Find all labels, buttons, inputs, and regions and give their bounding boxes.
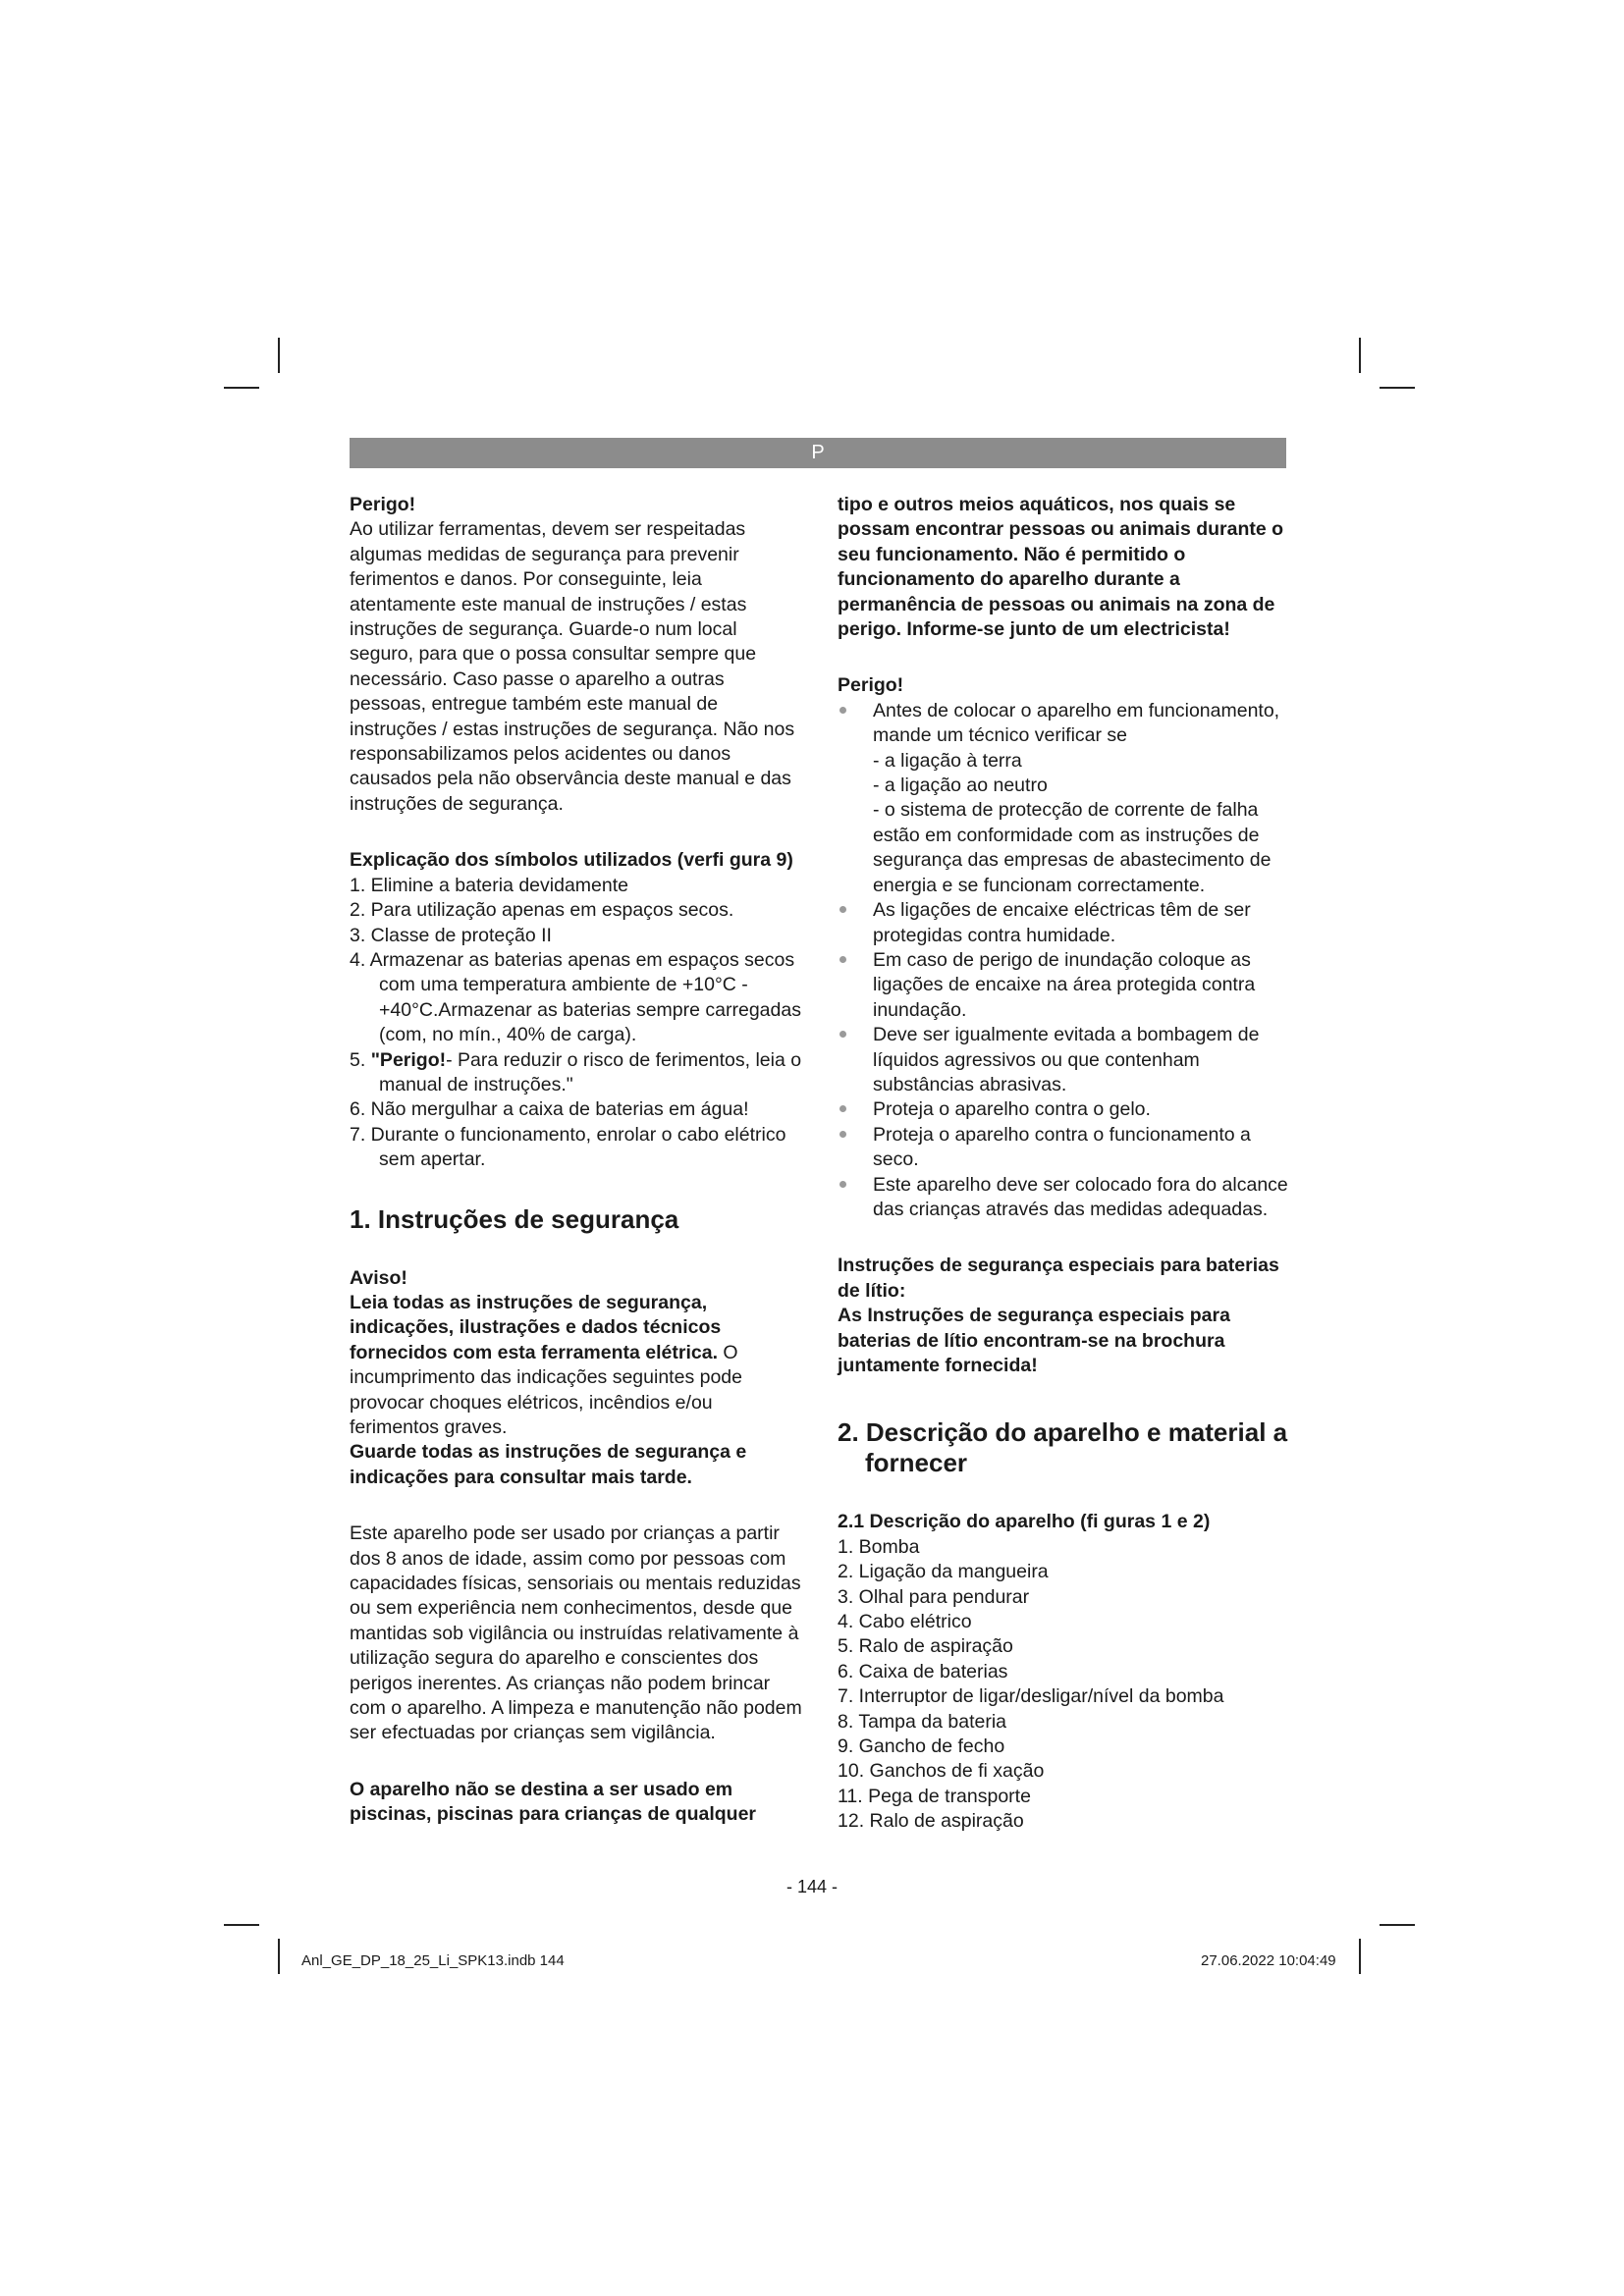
danger-title: Perigo! [350,494,416,515]
list-item: As ligações de encaixe eléctricas têm de ser protegidas contra humidade. [838,898,1293,948]
list-item: 2. Para utilização apenas em espaços secos. [350,899,734,922]
children-paragraph: Este aparelho pode ser usado por crianças a partir dos 8 anos de idade, assim como por pessoas com capacidades físicas, sensoriais ou mentais reduzidas ou sem experiência nem conhecimentos, desde que mantidas sob vigilância ou instruídas relativamente à utilização segura do aparelho e conscientes dos perigos inerentes. As crianças não podem brincar com o aparelho. A limpeza e manutenção não podem ser efectuadas por crianças sem vigilância. [350,1522,802,1744]
list-item: 1. Elimine a bateria devidamente [350,874,628,896]
list-item: Proteja o aparelho contra o funcionamento a seco. [838,1123,1293,1173]
list-item: Este aparelho deve ser colocado fora do alcance das crianças através das medidas adequadas. [838,1173,1293,1223]
list-item: 3. Olhal para pendurar [838,1585,1030,1608]
bullet-sub-item: - a ligação à terra [873,749,1022,772]
print-timestamp: 27.06.2022 10:04:49 [1201,1952,1336,1969]
file-name: Anl_GE_DP_18_25_Li_SPK13.indb 144 [301,1952,565,1969]
crop-mark [1359,338,1361,373]
crop-mark [224,387,259,389]
danger-keyword: "Perigo! [370,1048,447,1071]
crop-mark [1380,1924,1415,1926]
danger-title-2: Perigo! [838,674,904,697]
list-item: 6. Não mergulhar a caixa de baterias em água! [350,1098,749,1121]
list-item: 3. Classe de proteção II [350,924,552,946]
language-header-bar [350,438,1286,468]
list-item: 11. Pega de transporte [838,1785,1031,1807]
pool-warning-text: O aparelho não se destina a ser usado em piscinas, piscinas para crianças de qualquer [350,1778,757,1826]
symbols-list [350,874,805,1173]
warning-text: O incumprimento das indicações seguintes pode provocar choques elétricos, incêndios e/ou ferimentos graves. [350,1341,742,1438]
warning-title: Aviso! [350,1266,407,1289]
bullet-sub-item: - a ligação ao neutro [873,774,1048,797]
list-item [838,699,1293,898]
page-number: - 144 - [785,1877,839,1896]
lithium-title: Instruções de segurança especiais para baterias de lítio: [838,1255,1279,1302]
list-item-text: - Para reduzir o risco de ferimentos, leia o manual de instruções." [379,1048,802,1095]
bullet-intro: Antes de colocar o aparelho em funcionamento, mande um técnico verificar se [873,699,1280,747]
bullet-sub-item: - o sistema de protecção de corrente de falha estão em conformidade com as instruções de segurança das empresas de abastecimento de energia e se funcionam correctamente. [873,799,1272,896]
crop-mark [1380,387,1415,389]
list-item: 4. Cabo elétrico [838,1611,972,1633]
list-item: 12. Ralo de aspiração [838,1810,1024,1833]
pool-warning-continued: tipo e outros meios aquáticos, nos quais se possam encontrar pessoas ou animais durante o seu funcionamento. Não é permitido o funcionamento do aparelho durante a permanência de pessoas ou animais na zona de perigo. Informe-se junto de um electricista! [838,494,1284,641]
danger-paragraph: Ao utilizar ferramentas, devem ser respeitadas algumas medidas de segurança para prevenir ferimentos e danos. Por conseguinte, leia atentamente este manual de instruções / estas instruções de segurança. Guarde-o num local seguro, para que o possa consultar sempre que necessário. Caso passe o aparelho a outras pessoas, entregue também este manual de instruções / estas instruções de segurança. Não nos responsabilizamos pelos acidentes ou danos causados pela não observância deste manual e das instruções de segurança. [350,518,795,815]
list-item: Proteja o aparelho contra o gelo. [838,1097,1293,1122]
list-item: 4. Armazenar as baterias apenas em espaços secos com uma temperatura ambiente de +10°C - +40°C.Armazenar as baterias sempre carregadas (com, no mín., 40% de carga). [350,948,801,1046]
crop-mark [224,1924,259,1926]
crop-mark [278,338,280,373]
symbols-title: Explicação dos símbolos utilizados (verfi gura 9) [350,849,793,872]
list-item: 2. Ligação da mangueira [838,1561,1049,1583]
left-column [350,493,805,1828]
section-1-heading: 1. Instruções de segurança [350,1203,679,1234]
lithium-text: As Instruções de segurança especiais para baterias de lítio encontram-se na brochura juntamente fornecida! [838,1305,1230,1376]
subsection-2-1-heading: 2.1 Descrição do aparelho (fi guras 1 e 2) [838,1511,1211,1533]
keep-instructions-text: Guarde todas as instruções de segurança e indicações para consultar mais tarde. [350,1441,747,1488]
list-item: 9. Gancho de fecho [838,1735,1005,1758]
list-item: 5. Ralo de aspiração [838,1635,1013,1658]
parts-list [838,1535,1293,1835]
list-item: 8. Tampa da bateria [838,1710,1007,1733]
warning-bold-text: Leia todas as instruções de segurança, indicações, ilustrações e dados técnicos fornecidos com esta ferramenta elétrica. [350,1291,722,1363]
danger-bullet-list [838,699,1293,1223]
list-item [350,1048,805,1098]
list-item: 1. Bomba [838,1535,920,1558]
list-item: 7. Interruptor de ligar/desligar/nível da bomba [838,1685,1224,1708]
right-column [838,493,1293,1835]
list-item: Em caso de perigo de inundação coloque as ligações de encaixe na área protegida contra inundação. [838,948,1293,1023]
crop-mark [1359,1939,1361,1974]
language-code: P [811,442,825,463]
section-2-heading: 2. Descrição do aparelho e material a fornecer [838,1417,1288,1478]
crop-mark [278,1939,280,1974]
warning-paragraph [350,1291,805,1440]
list-item: Deve ser igualmente evitada a bombagem de líquidos agressivos ou que contenham substâncias abrasivas. [838,1023,1293,1097]
list-item: 7. Durante o funcionamento, enrolar o cabo elétrico sem apertar. [350,1123,786,1171]
list-item: 6. Caixa de baterias [838,1660,1008,1682]
list-item: 10. Ganchos de fi xação [838,1760,1045,1783]
list-item-number: 5. [350,1048,366,1071]
